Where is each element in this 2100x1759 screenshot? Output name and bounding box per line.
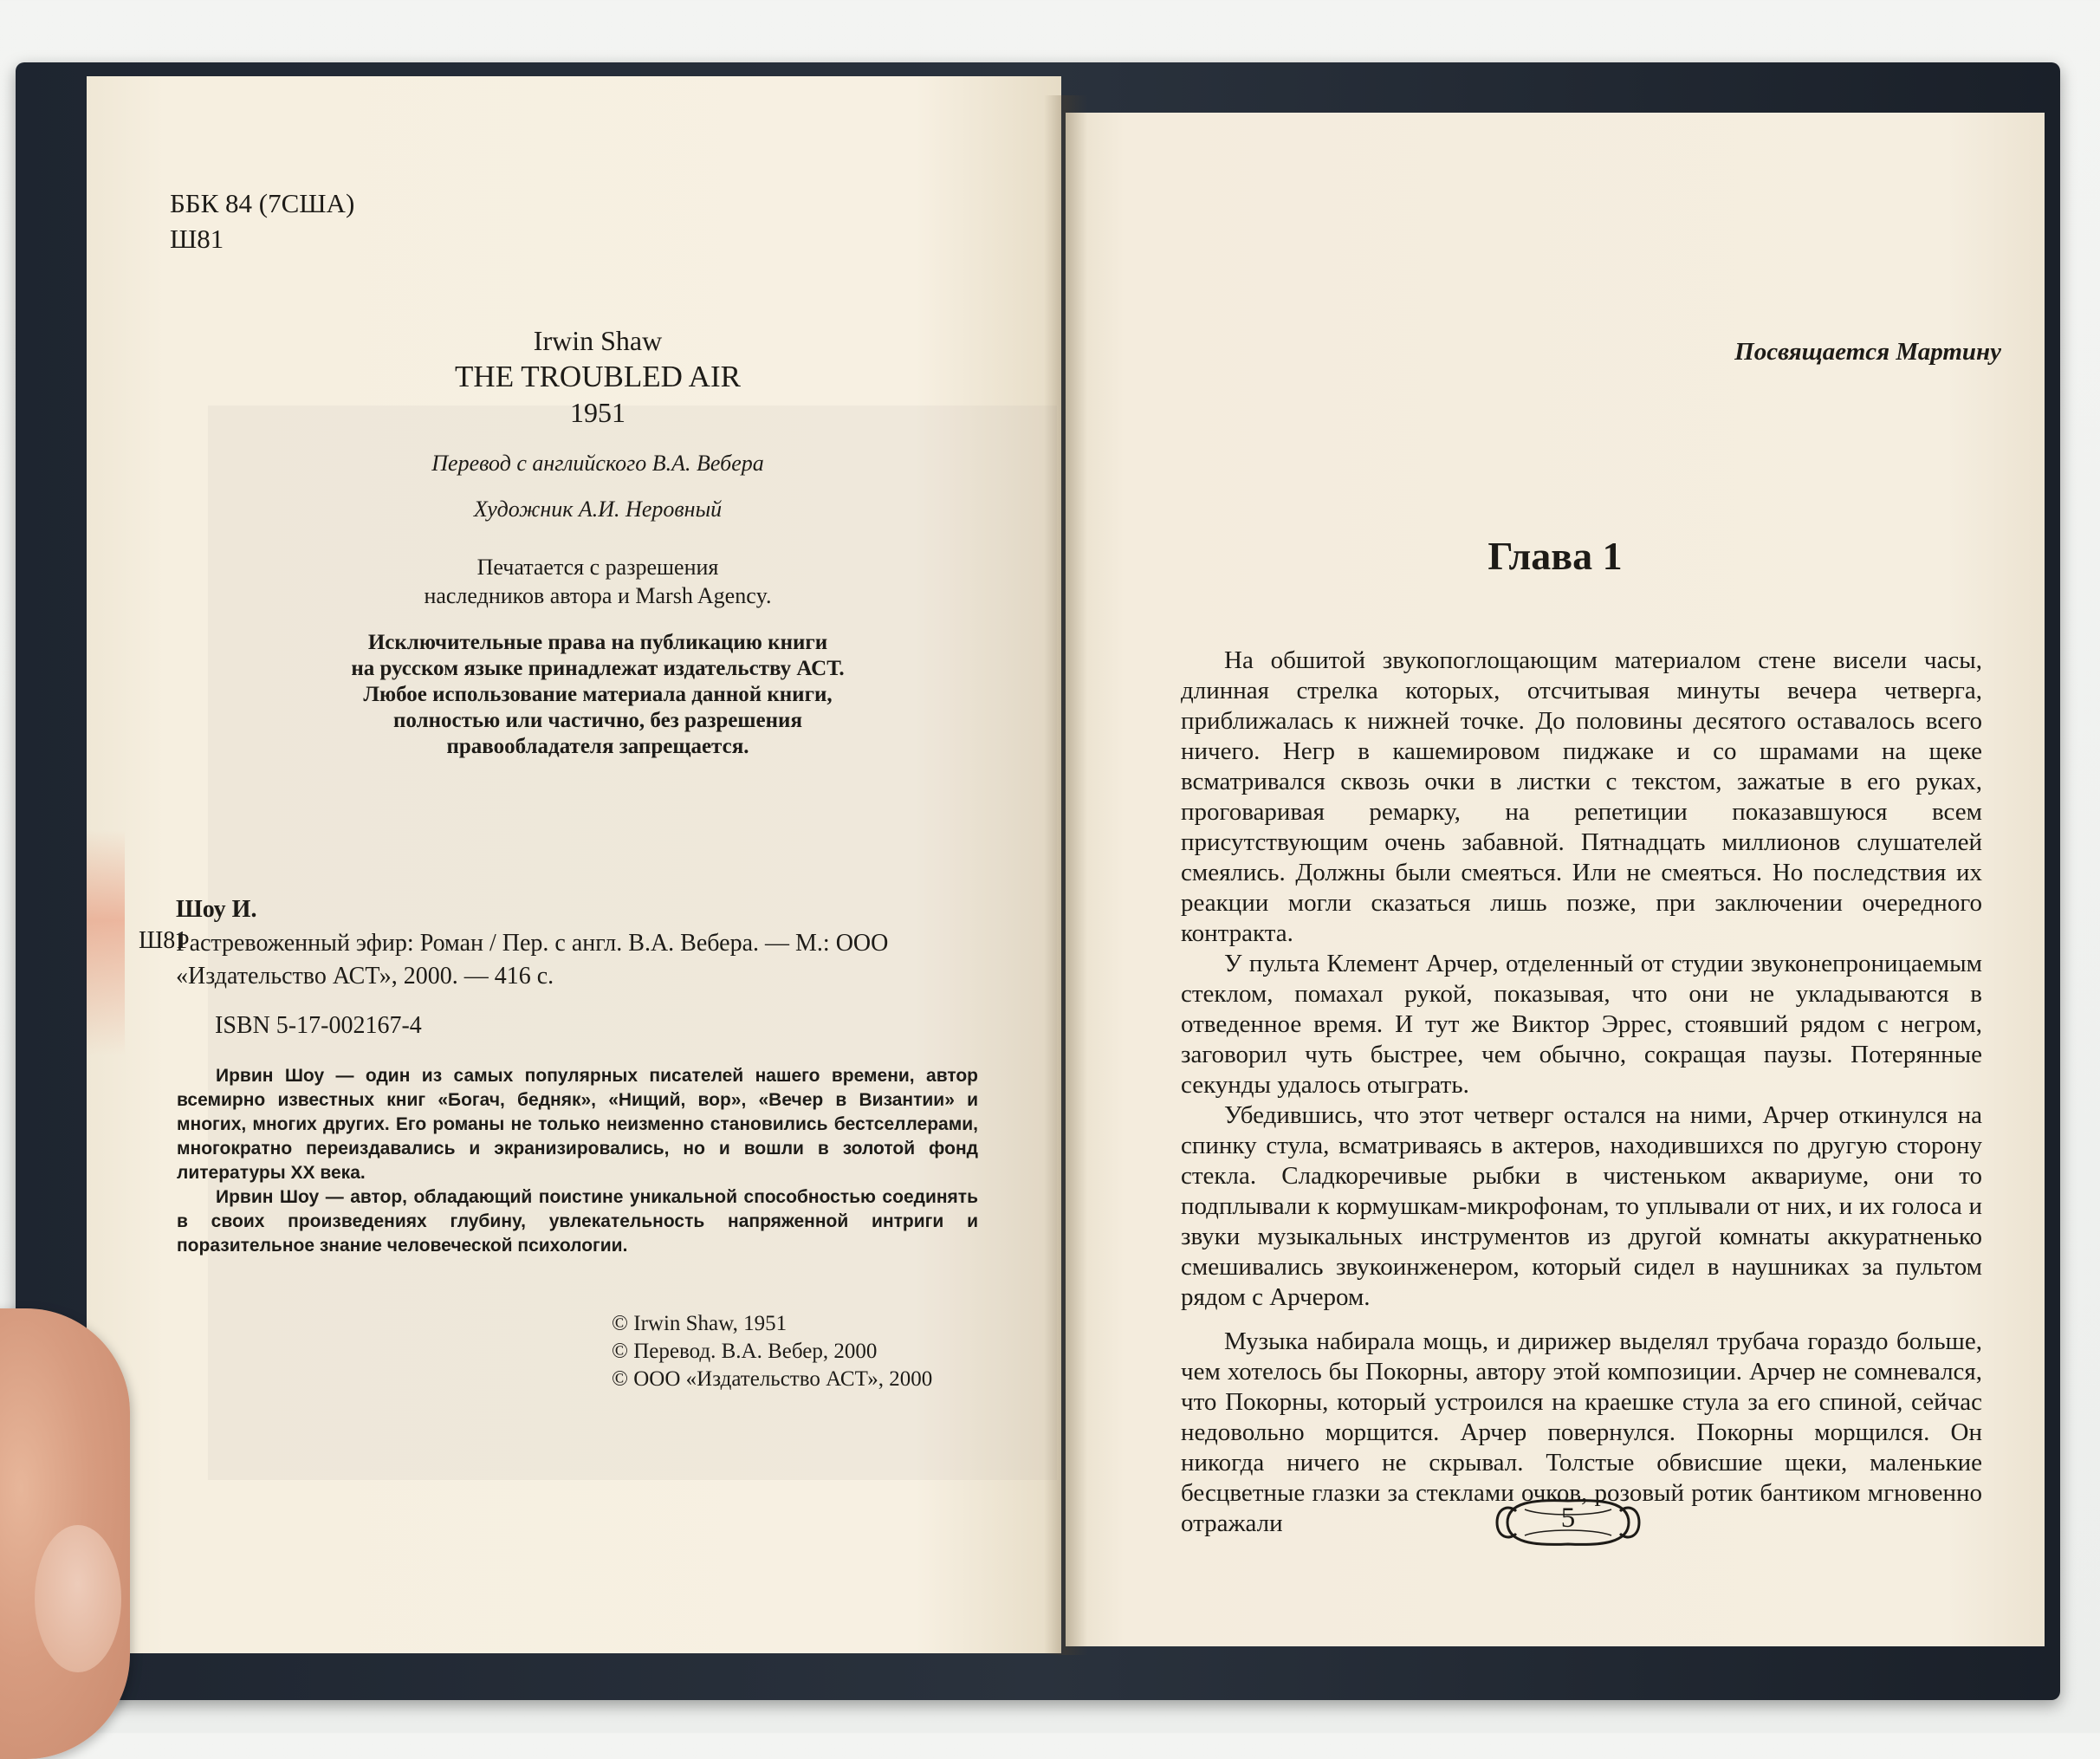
rights-line: правообладателя запрещается.: [446, 735, 749, 758]
page-number: 5: [1560, 1503, 1576, 1534]
chapter-heading: Глава 1: [1488, 534, 1623, 578]
copyright-line: © Irwin Shaw, 1951: [612, 1312, 788, 1335]
catalog-author: Шоу И.: [176, 896, 257, 923]
copyright-block: [612, 1310, 932, 1393]
thumb-nail: [35, 1525, 121, 1672]
page-number-ornament: [1490, 1492, 1646, 1553]
annotation-paragraph: Ирвин Шоу — один из самых популярных писателей нашего времени, автор всемирно известных книг «Богач, бедняк», «Нищий, вор», «Вечер в Византии» и многих, многих других. Его романы не только неизменно становились бестселлерами, многократно переиздавались и экранизировались, но и вошли в золотой фонд литературы XX века.: [177, 1066, 978, 1183]
rights-line: на русском языке принадлежат издательству АСТ.: [351, 657, 845, 680]
translation-credit: Перевод с английского В.А. Вебера: [431, 451, 764, 476]
catalog-description: Растревоженный эфир: Роман / Пер. с англ. В.А. Вебера. — М.: ООО «Издательство АСТ», 2000. — 416 с.: [176, 930, 889, 990]
artist-credit: Художник А.И. Неровный: [473, 497, 723, 522]
body-paragraph: Убедившись, что этот четверг остался на ними, Арчер откинулся на спинку стула, всматриваясь в актеров, находившихся по другую сторону стекла. Сладкоречивые рыбки в чистеньком аквариуме, они то подплывали к кормушкам-микрофонам, то уплывали от них, и их голоса и звуки музыкальных инструментов из другой комнаты аккуратненько смешивались звукоинженером, который сидел в наушниках за пультом рядом с Арчером.: [1181, 1101, 1982, 1311]
left-page: [87, 76, 1061, 1653]
bbk-author-mark: Ш81: [170, 224, 224, 254]
body-paragraph: На обшитой звукопоглощающим материалом стене висели часы, длинная стрелка которых, отсчитывая минуты вечера четверга, приближалась к нижней точке. До половины десятого оставалось всего ничего. Негр в кашемировом пиджаке и со шрамами на щеке всматривался сквозь очки в листки с текстом, зажатые в его руках, проговаривая ремарку, на репетиции показавшуюся всем присутствующим очень забавной. Пятнадцать миллионов слушателей смеялись. Должны были смеяться. Или не смеяться. Но последствия их реакции могли сказаться лишь позже, при заключении очередного контракта.: [1181, 646, 1982, 947]
body-paragraph: Музыка набирала мощь, и дирижер выделял трубача гораздо больше, чем хотелось бы Покорны, автору этой композиции. Арчер не сомневался, что Покорны, который устроился на краешке стула за его спиной, сейчас недовольно морщится. Арчер повернулся. Покорны морщился. Он никогда ничего не скрывал. Толстые обвисшие щеки, маленькие бесцветные глазки за стеклами очков, розовый ротик бантиком мгновенно отражали: [1181, 1327, 1982, 1537]
catalog-code: Ш81: [139, 927, 188, 954]
author-en: Irwin Shaw: [533, 325, 663, 356]
rights-line: Исключительные права на публикацию книги: [367, 631, 828, 654]
right-page-content: [1066, 113, 2045, 1646]
copyright-line: © Перевод. В.А. Вебер, 2000: [612, 1340, 878, 1363]
chapter-body: [1181, 646, 1982, 1539]
page-edge-stain: [87, 830, 125, 1055]
bbk-line: ББК 84 (7США): [170, 188, 355, 218]
isbn: ISBN 5-17-002167-4: [215, 1012, 422, 1039]
rights-line: Любое использование материала данной книги,: [363, 683, 833, 706]
copyright-line: © ООО «Издательство АСТ», 2000: [612, 1367, 933, 1391]
annotation-paragraph: Ирвин Шоу — автор, обладающий поистине уникальной способностью соединять в своих произведениях глубину, увлекательность напряженной интриги и поразительное знание человеческой психологии.: [177, 1187, 978, 1256]
dedication: Посвящается Мартину: [1734, 338, 2001, 366]
permission-note: [260, 553, 936, 610]
body-paragraph: У пульта Клемент Арчер, отделенный от студии звуконепроницаемым стеклом, помахал рукой, показывая, что они не укладываются в отведенное время. И тут же Виктор Эррес, стоявший рядом с негром, заговорил чуть быстрее, чем обычно, сокращая паузы. Потерянные секунды удалось отыграть.: [1181, 950, 1982, 1099]
annotation: [177, 1064, 978, 1258]
bbk-code: [170, 185, 354, 256]
rights-line: полностью или частично, без разрешения: [393, 709, 802, 732]
original-year: 1951: [570, 397, 625, 428]
permission-line: Печатается с разрешения: [476, 555, 719, 580]
rights-note: [260, 630, 936, 760]
title-en: THE TROUBLED AIR: [455, 360, 741, 393]
permission-line: наследников автора и Marsh Agency.: [424, 583, 772, 608]
